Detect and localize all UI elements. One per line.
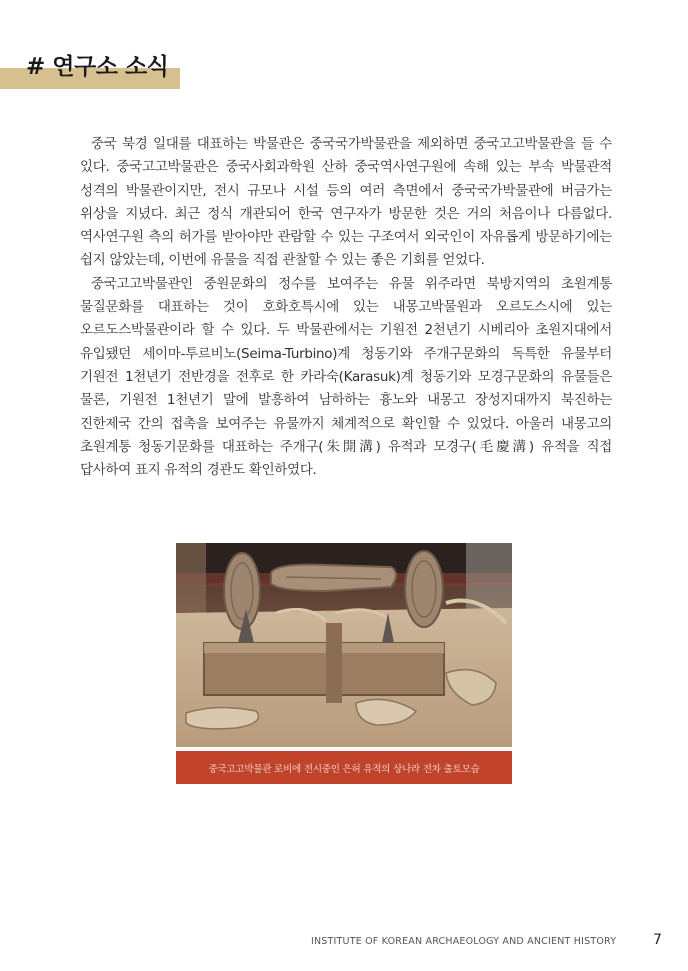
article-paragraph: 중국고고박물관인 중원문화의 정수를 보여주는 유물 위주라면 북방지역의 초원계통 물질문화를 대표하는 것이 호화호특시에 있는 내몽고박물원과 오르도스시에 있는 오르도스박물관이라 할 수 있다. 두 박물관에서는 기원전 2천년기 시베리아 초원지대에서 유입됐던 세이마-투르비노(Seima-Turbino)계 청동기와 주개구문화의 독특한 유물부터 기원전 1천년기 전반경을 전후로 한 카라숙(Karasuk)계 청동기와 모경구문화의 유물들은 물론, 기원전 1천년기 말에 발흥하여 남하하는 흉노와 내몽고 장성지대까지 북진하는 진한제국 간의 접촉을 보여주는 유물까지 체계적으로 확인할 수 있었다. 아울러 내몽고의 초원계통 청동기문화를 대표하는 주개구(朱開溝) 유적과 모경구(毛慶溝) 유적을 직접 답사하여 표지 유적의 경관도 확인하였다. [80,275,612,479]
excavation-photo [176,543,512,747]
section-title: # 연구소 소식 [26,54,169,80]
article-paragraph: 중국 북경 일대를 대표하는 박물관은 중국국가박물관을 제외하면 중국고고박물관을 들 수 있다. 중국고고박물관은 중국사회과학원 산하 중국역사연구원에 속해 있는 부속 박물관적 성격의 박물관이지만, 전시 규모나 시설 등의 여러 측면에서 중국국가박물관에 버금가는 위상을 지녔다. 최근 정식 개관되어 한국 연구자가 방문한 것은 거의 처음이나 다름없다. 역사연구원 측의 허가를 받아야만 관람할 수 있는 구조여서 외국인이 자유롭게 방문하기에는 쉽지 않았는데, 이번에 유물을 직접 관찰할 수 있는 좋은 기회를 얻었다. [80,136,612,269]
figure-caption: 중국고고박물관 로비에 전시중인 은허 유적의 상나라 전차 출토모습 [208,763,480,775]
footer-institute: INSTITUTE OF KOREAN ARCHAEOLOGY AND ANCIENT HISTORY [311,936,617,947]
page-number: 7 [653,932,662,948]
figure-caption-bar [176,751,512,784]
article-body [80,133,612,482]
